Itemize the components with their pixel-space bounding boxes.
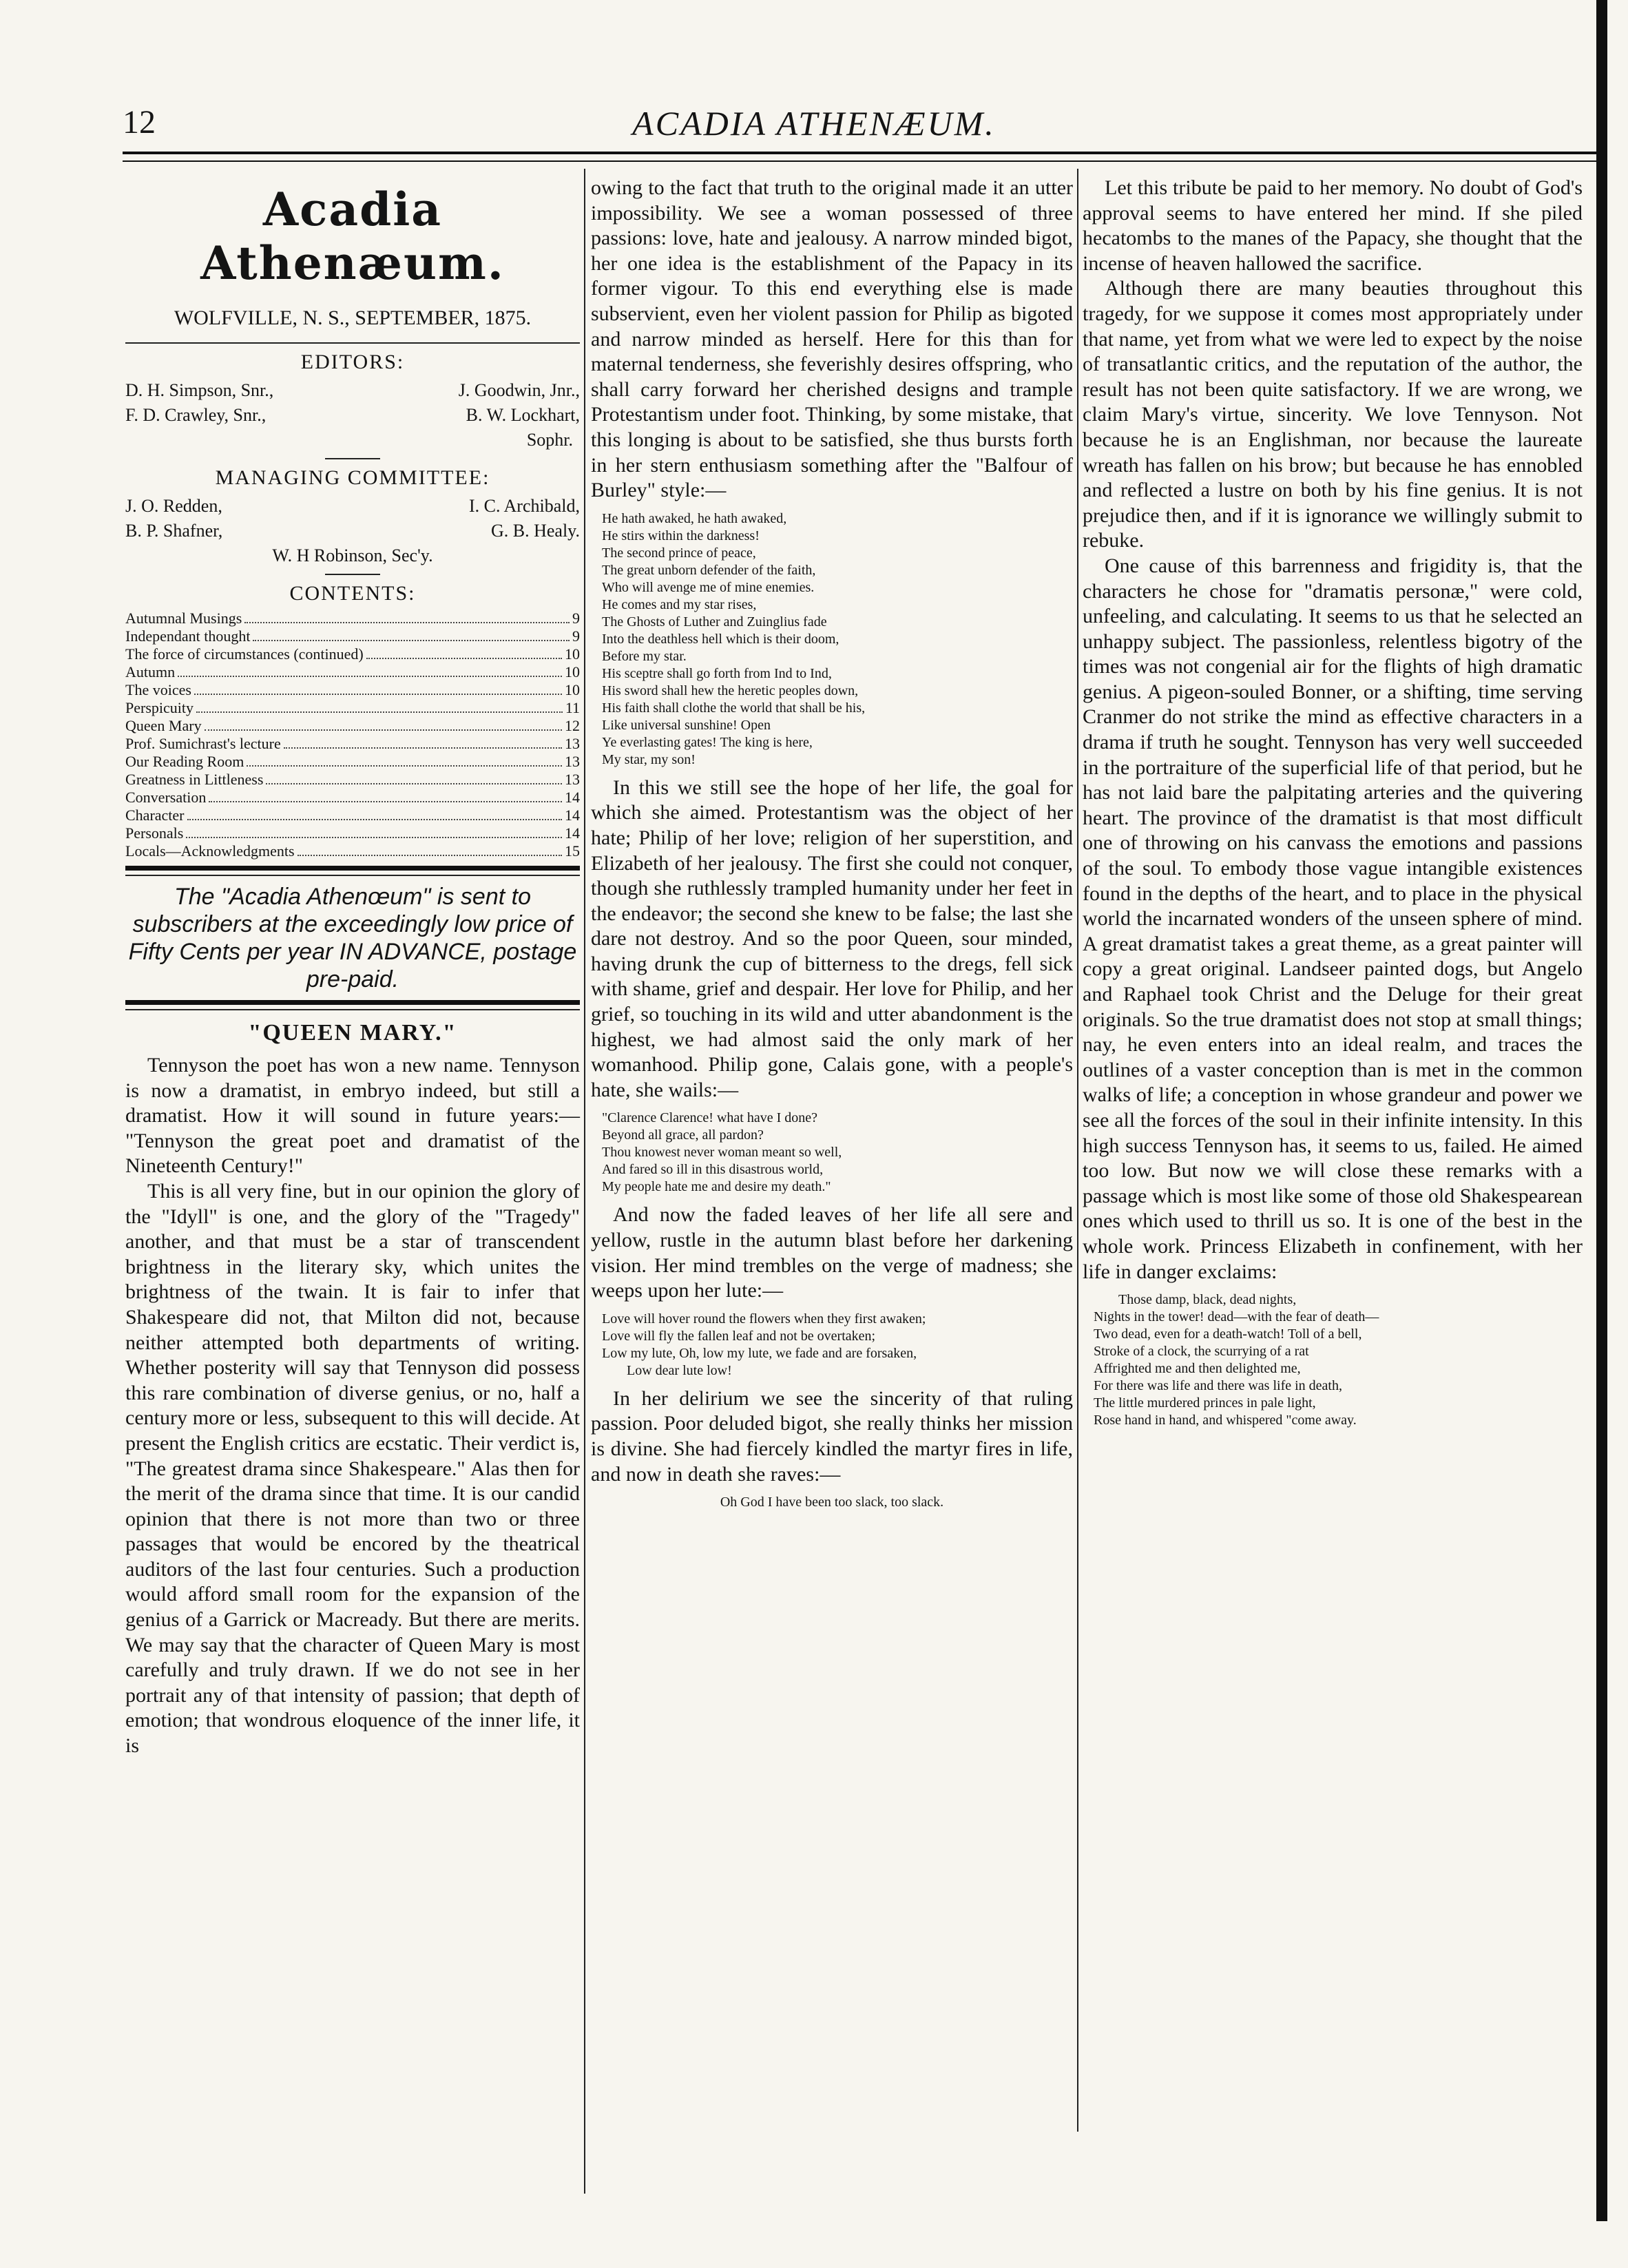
editor-name: B. W. Lockhart, [466, 405, 580, 425]
contents-item-page: 11 [565, 699, 580, 716]
contents-item-title: Perspicuity [125, 699, 194, 716]
contents-heading: CONTENTS: [289, 582, 416, 605]
verse-line: His faith shall clothe the world that shall be his, [602, 700, 866, 716]
article-paragraph: One cause of this barrenness and frigidity is, that the characters he chose for "dramatis personæ," were cold, unfeeling, and calculating. It seems to us that he selected an unhappy subject. The passionless, relentless bigotry of the times was not congenial air for the flights of high dramatic genius. A pigeon-souled Bonner, or a shifting, time serving Cranmer do not strike the mind as effective characters in a drama if truth he sought. Tennyson has very well succeeded in the portraiture of the superficial life of that period, but he has not laid bare the palpitating arteries and the quivering heart. The province of the dramatist is that most difficult one of throwing on his canvass the emotions and passions of the soul. To embody those vague intangible existences found in the depths of the heart, and to place in the physical world the incarnated wonders of the unseen sphere of mind. A great dramatist takes a great theme, as a great painter will copy a great original. Landseer painted dogs, but Angelo and Raphael took Christ and the Deluge for their great originals. So the true dramatist does not stop at small things; nay, he even enters into an ideal realm, and traces the outlines of a vaster conception than is met in the common walks of life; a conception in whose grandeur and power we see all the forces of the soul in their infinite intensity. In this high success Tennyson has, it seems to us, failed. He aimed too low. But now we will close these remarks with a passage which is most like some of those old Shakespearean ones which used to thrill us so. It is one of the best in the whole work. Princess Elizabeth in confinement, with her life in danger exclaims: [1083, 554, 1583, 1283]
committee-secretary: W. H Robinson, Sec'y. [272, 545, 433, 565]
editor-name: J. Goodwin, Jnr., [458, 380, 580, 400]
verse-block [602, 1311, 1073, 1380]
contents-item-title: Prof. Sumichrast's lecture [125, 735, 281, 752]
contents-item [125, 753, 580, 771]
contents-item-page: 10 [565, 645, 580, 663]
verse-line: His sceptre shall go forth from Ind to Ind, [602, 665, 832, 681]
header-rule [123, 152, 1600, 154]
contents-item-title: Personals [125, 824, 184, 842]
verse-line: Who will avenge me of mine enemies. [602, 579, 815, 595]
subscription-notice: The "Acadia Athenœum" is sent to subscribers at the exceedingly low price of Fifty Cents per year IN ADVANCE, postage pre-paid. [128, 884, 577, 992]
dateline: WOLFVILLE, N. S., SEPTEMBER, 1875. [174, 306, 532, 329]
dot-leader [209, 801, 562, 802]
contents-item-title: Autumn [125, 663, 176, 680]
committee-row [125, 494, 580, 519]
verse-line: Thou knowest never woman meant so well, [602, 1145, 842, 1161]
contents-item [125, 610, 580, 627]
contents-item-page: 9 [572, 610, 580, 627]
thick-divider [125, 866, 580, 871]
dot-leader [244, 622, 570, 623]
column-3 [1083, 176, 1583, 1436]
verse-line: Love will fly the fallen leaf and not be overtaken; [602, 1328, 876, 1344]
contents-item [125, 824, 580, 842]
committee-name: I. C. Archibald, [468, 496, 580, 516]
contents-item-title: The voices [125, 681, 191, 698]
thick-divider [125, 1000, 580, 1005]
contents-item [125, 771, 580, 789]
dot-leader [247, 765, 562, 767]
dot-leader [284, 747, 562, 749]
contents-item-page: 10 [565, 681, 580, 698]
verse-line: "Clarence Clarence! what have I done? [602, 1110, 817, 1126]
contents-item-page: 15 [565, 842, 580, 860]
committee-name: B. P. Shafner, [125, 521, 223, 541]
editors-row [125, 378, 580, 403]
editors-trailing: Sophr. [526, 430, 573, 450]
column-divider-1 [584, 169, 585, 2194]
contents-item-page: 9 [572, 627, 580, 645]
committee-name: G. B. Healy. [490, 521, 580, 541]
contents-item [125, 717, 580, 735]
editors-list [125, 378, 580, 452]
header-rule-thin [123, 160, 1600, 162]
article-paragraph: Tennyson the poet has won a new name. Tennyson is now a dramatist, in embryo indeed, but still a dramatist. How it will sound in future years:— "Tennyson the great poet and dramatist of the Nineteenth Century!" [125, 1054, 580, 1178]
running-title: ACADIA ATHENÆUM. [632, 104, 996, 143]
verse-line: The Ghosts of Luther and Zuinglius fade [602, 614, 827, 630]
page-number: 12 [123, 104, 156, 141]
editors-row [125, 403, 580, 428]
verse-line: Stroke of a clock, the scurrying of a rat [1094, 1344, 1309, 1360]
verse-line: For there was life and there was life in death, [1094, 1378, 1342, 1394]
column-2 [591, 176, 1073, 1518]
contents-item-page: 14 [565, 824, 580, 842]
dot-leader [178, 676, 562, 677]
contents-item-title: Conversation [125, 789, 207, 806]
verse-line: The great unborn defender of the faith, [602, 562, 816, 578]
verse-line: He comes and my star rises, [602, 596, 757, 612]
verse-line: Beyond all grace, all pardon? [602, 1127, 764, 1143]
column-1 [125, 176, 580, 1759]
editors-heading: EDITORS: [300, 351, 405, 373]
contents-item-title: Greatness in Littleness [125, 771, 264, 788]
contents-list [125, 610, 580, 860]
verse-line: The second prince of peace, [602, 545, 756, 561]
verse-line: Love will hover round the flowers when they first awaken; [602, 1311, 926, 1327]
dot-leader [366, 658, 562, 659]
contents-item-page: 10 [565, 663, 580, 680]
verse-line: He hath awaked, he hath awaked, [602, 510, 787, 526]
contents-item [125, 789, 580, 807]
contents-item-title: Independant thought [125, 627, 251, 645]
contents-item-page: 14 [565, 789, 580, 806]
committee-row [125, 519, 580, 543]
committee-name: J. O. Redden, [125, 496, 222, 516]
contents-item-title: Locals—Acknowledgments [125, 842, 295, 860]
contents-item-page: 12 [565, 717, 580, 734]
masthead-title: Acadia Athenæum. [200, 183, 505, 290]
verse-line: My people hate me and desire my death." [602, 1179, 831, 1195]
contents-item [125, 663, 580, 681]
article-paragraph: In her delirium we see the sincerity of that ruling passion. Poor deluded bigot, she really thinks her mission is divine. She had fiercely kindled the martyr fires in life, and now in death she raves:— [591, 1386, 1073, 1486]
divider [125, 342, 580, 344]
contents-item-title: Autumnal Musings [125, 610, 242, 627]
divider [125, 875, 580, 876]
contents-item [125, 807, 580, 824]
contents-item-page: 13 [565, 771, 580, 788]
verse-line: Oh God I have been too slack, too slack. [720, 1495, 944, 1510]
contents-item [125, 735, 580, 753]
contents-item-page: 13 [565, 753, 580, 770]
contents-item [125, 842, 580, 860]
verse-line: His sword shall hew the heretic peoples down, [602, 683, 859, 698]
short-divider [325, 458, 380, 459]
verse-block [591, 1494, 1073, 1511]
editor-name: F. D. Crawley, Snr., [125, 405, 267, 425]
dot-leader [266, 783, 562, 784]
contents-item-page: 14 [565, 807, 580, 824]
verse-line: Before my star. [602, 648, 687, 664]
article-paragraph: owing to the fact that truth to the original made it an utter impossibility. We see a woman possessed of three passions: love, hate and jealousy. A narrow minded bigot, her one idea is the establishment of the Papacy in its former vigour. To this end everything else is made subservient, even her violent passion for Philip as bigoted and narrow minded as herself. Here for this than for maternal tenderness, she feverishly desires offspring, who shall carry forward her cherished designs and trample Protestantism under foot. Thinking, by some mistake, that this longing is about to be satisfied, she thus bursts forth in her stern enthusiasm something after the "Balfour of Burley" style:— [591, 176, 1073, 502]
verse-block [1094, 1291, 1583, 1429]
dot-leader [196, 711, 563, 713]
verse-line: Into the deathless hell which is their doom, [602, 631, 839, 647]
article-paragraph: In this we still see the hope of her life, the goal for which she aimed. Protestantism was the object of her hate; Philip of her love; religion of her superstition, and Elizabeth of her jealousy. The first she could not conquer, though she ruthlessly trampled humanity under her feet in the endeavor; the second she knew to be false; the last she dare not destroy. And so the poor Queen, sour minded, having drunk the cup of bitterness to the dregs, fell sick with shame, grief and despair. Her love for Philip, and her grief, so touching in its wild and utter abandonment is the highest, we had almost said the only mark of her womanhood. Philip gone, Calais gone, with a people's hate, she wails:— [591, 776, 1073, 1101]
verse-line: Low dear lute low! [627, 1362, 732, 1378]
short-divider [325, 574, 380, 575]
dot-leader [205, 729, 562, 731]
contents-item-title: Queen Mary [125, 717, 202, 734]
contents-item [125, 627, 580, 645]
dot-leader [298, 855, 562, 856]
article-title: "QUEEN MARY." [248, 1020, 457, 1045]
verse-line: Two dead, even for a death-watch! Toll of a bell, [1094, 1327, 1362, 1342]
article-paragraph: Let this tribute be paid to her memory. No doubt of God's approval seems to have entered her mind. If she piled hecatombs to the manes of the Papacy, she thought that the incense of heaven hallowed the sacrifice. [1083, 176, 1583, 275]
verse-line: My star, my son! [602, 751, 696, 767]
dot-leader [253, 640, 570, 641]
contents-item-title: Our Reading Room [125, 753, 244, 770]
dot-leader [187, 819, 563, 820]
contents-item [125, 645, 580, 663]
verse-line: He stirs within the darkness! [602, 528, 760, 543]
editor-name: D. H. Simpson, Snr., [125, 380, 274, 400]
verse-line: Nights in the tower! dead—with the fear of death— [1094, 1309, 1379, 1325]
verse-block [602, 1110, 1073, 1196]
column-divider-2 [1077, 169, 1078, 2132]
verse-line: Low my lute, Oh, low my lute, we fade and are forsaken, [602, 1345, 917, 1361]
verse-line: Affrighted me and then delighted me, [1094, 1361, 1301, 1377]
article-paragraph: This is all very fine, but in our opinion the glory of the "Idyll" is one, and the glory of the "Tragedy" another, and that must be a star of transcendent brightness in the literary sky, which unites the brightness of the twain. It is fair to infer that Shakespeare did not, that Milton did not, because neither attempted both departments of writing. Whether posterity will say that Tennyson did possess this rare combination of diverse genius, or no, half a century more or less, subsequent to this will decide. At present the English critics are ecstatic. Their verdict is, "The greatest drama since Shakespeare." Alas then for the merit of the drama since that time. It is our candid opinion that there is not more than two or three passages that would be encored by the theatrical auditors of the last four centuries. Such a production would afford small room for the expansion of the genius of a Garrick or Macready. But there are merits. We may say that the character of Queen Mary is most carefully and truly drawn. If we do not see in her portrait any of that intensity of passion; that depth of emotion; that wondrous eloquence of the inner life, it is [125, 1179, 580, 1758]
verse-block [602, 510, 1073, 769]
contents-item [125, 681, 580, 699]
article-paragraph: And now the faded leaves of her life all sere and yellow, rustle in the autumn blast before her darkening vision. Her mind trembles on the verge of madness; she weeps upon her lute:— [591, 1203, 1073, 1302]
committee-heading: MANAGING COMMITTEE: [215, 466, 490, 489]
verse-line: The little murdered princes in pale light, [1094, 1395, 1316, 1411]
verse-line: Like universal sunshine! Open [602, 717, 771, 733]
verse-line: Ye everlasting gates! The king is here, [602, 734, 813, 750]
divider [125, 1009, 580, 1010]
scan-edge-bar [1596, 0, 1607, 2221]
dot-leader [186, 837, 562, 838]
dot-leader [194, 694, 562, 695]
contents-item-title: Character [125, 807, 185, 824]
verse-line: Rose hand in hand, and whispered "come away. [1094, 1413, 1357, 1428]
contents-item [125, 699, 580, 717]
contents-item-page: 13 [565, 735, 580, 752]
committee-list [125, 494, 580, 568]
contents-item-title: The force of circumstances (continued) [125, 645, 364, 663]
verse-line: And fared so ill in this disastrous world, [602, 1162, 824, 1178]
article-paragraph: Although there are many beauties throughout this tragedy, for we suppose it comes most appropriately under that name, yet from what we were led to expect by the noise of transatlantic critics, and the reputation of the author, the result has not been quite satisfactory. If we are wrong, we claim Mary's virtue, sincerity. We love Tennyson. Not because he is an Englishman, nor because the laureate wreath has fallen on his brow; but because he has ennobled and reflected a lustre on both by his fine genius. It is not prejudice then, and if it is ignorance we willingly submit to rebuke. [1083, 277, 1583, 552]
verse-line: Those damp, black, dead nights, [1118, 1292, 1297, 1308]
